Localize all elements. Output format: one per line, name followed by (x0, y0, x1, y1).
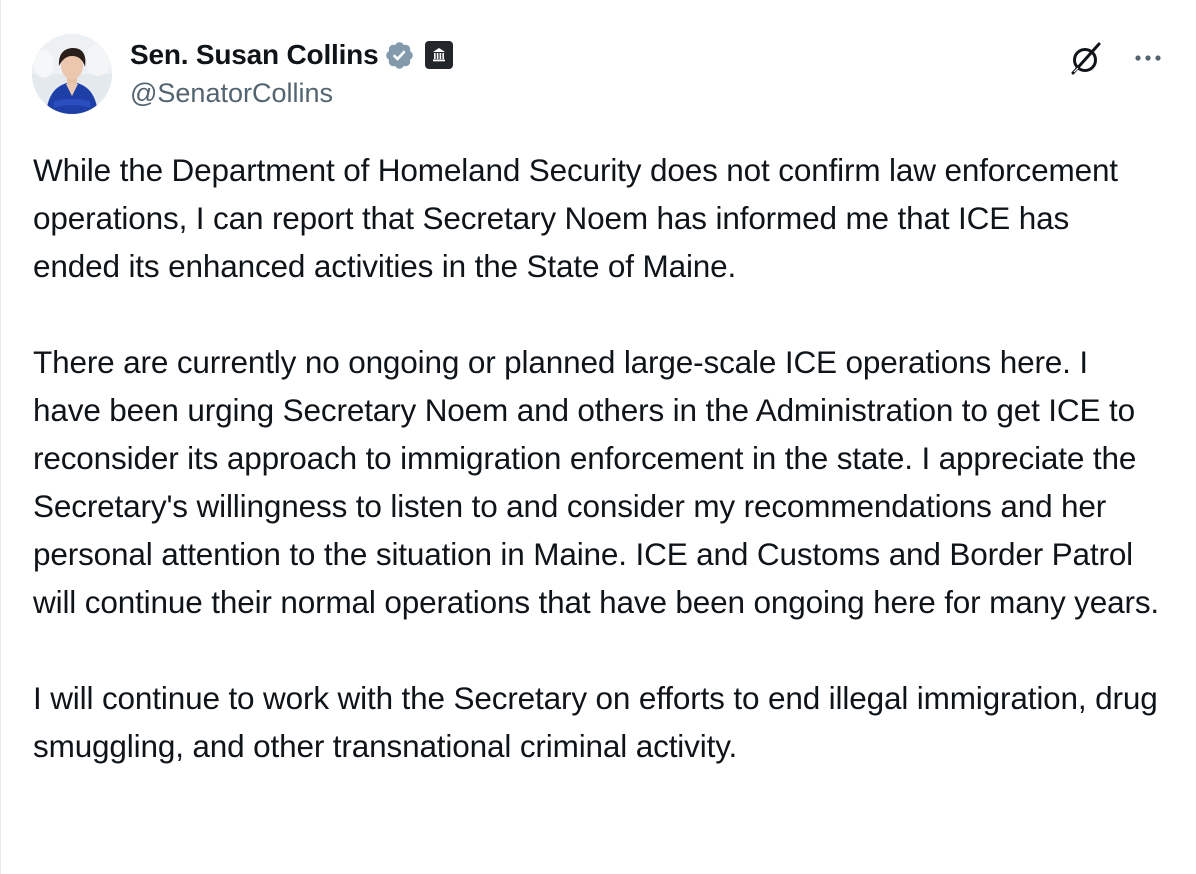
display-name[interactable]: Sen. Susan Collins (130, 39, 379, 70)
tweet-paragraph: I will continue to work with the Secretary on efforts to end illegal immigration, drug smuggling, and other transnational criminal activity. (33, 680, 1158, 764)
column-divider (0, 0, 1, 874)
author-handle[interactable]: @SenatorCollins (130, 78, 334, 108)
verified-badge-icon[interactable] (384, 40, 415, 71)
tweet-text (33, 146, 1163, 770)
tweet-paragraph: While the Department of Homeland Security does not confirm law enforcement operations, I can report that Secretary Noem has informed me that ICE has ended its enhanced activities in the State of Maine. (33, 152, 1118, 284)
grok-icon[interactable] (1066, 38, 1106, 78)
author-identity (130, 36, 453, 109)
more-options-icon[interactable] (1130, 40, 1166, 76)
tweet-header (32, 34, 1172, 116)
avatar[interactable] (32, 34, 112, 114)
tweet-paragraph: There are currently no ongoing or planned large-scale ICE operations here. I have been urging Secretary Noem and others in the Administration to get ICE to reconsider its approach to immigration enforcement in the state. I appreciate the Secretary's willingness to listen to and consider my recommendations and her personal attention to the situation in Maine. ICE and Customs and Border Patrol will continue their normal operations that have been ongoing here for many years. (33, 344, 1160, 620)
government-building-icon[interactable] (425, 41, 453, 69)
name-row (130, 36, 453, 74)
